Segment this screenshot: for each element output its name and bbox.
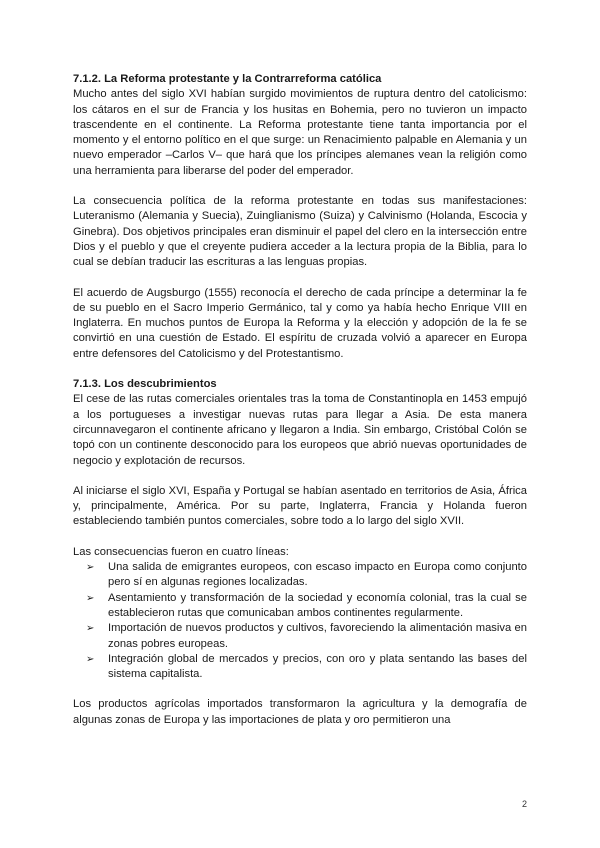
closing-paragraph: Los productos agrícolas importados transformaron la agricultura y la demografía de algunas zonas de Europa y las importaciones de plata y oro permitieron una (73, 698, 527, 726)
consequences-list (73, 560, 527, 682)
list-item: ➢ Importación de nuevos productos y cultivos, favoreciendo la alimentación masiva en zonas pobres europeas. (86, 622, 527, 650)
arrow-bullet-icon: ➢ (86, 562, 95, 574)
list-item: ➢ Una salida de emigrantes europeos, con escaso impacto en Europa como conjunto pero sí en algunas regiones localizadas. (86, 561, 527, 589)
list-item: ➢ Integración global de mercados y precios, con oro y plata sentando las bases del sistema capitalista. (86, 652, 527, 681)
paragraph: El cese de las rutas comerciales orientales tras la toma de Constantinopla en 1453 empujó a los portugueses a investigar nuevas rutas para llegar a Asia. De esta manera circunnavegaron el continente africano y llegaron a India. Sin embargo, Cristóbal Colón se topó con un continente desconocido para los europeos que abrió nuevas oportunidades de negocio y explotación de recursos. (73, 393, 527, 467)
paragraph: Mucho antes del siglo XVI habían surgido movimientos de ruptura dentro del catolicismo: los cátaros en el sur de Francia y los husitas en Bohemia, pero no tuvieron un impacto trascendente en el continente. La Reforma protestante tiene tanta importancia por el momento y el entorno político en el que surge: un Renacimiento palpable en Alemania y un nuevo emperador –Carlos V– que hará que los príncipes alemanes vean la religión como una herramienta para liberarse del poder del emperador. (73, 88, 527, 177)
paragraph: Al iniciarse el siglo XVI, España y Portugal se habían asentado en territorios de Asia, África y, principalmente, América. Por su parte, Inglaterra, Francia y Holanda fueron estableciendo también puntos comerciales, sobre todo a lo largo del siglo XVII. (73, 484, 527, 528)
paragraph: El acuerdo de Augsburgo (1555) reconocía el derecho de cada príncipe a determinar la fe de su pueblo en el Sacro Imperio Germánico, tal y como ya había hecho Enrique VIII en Inglaterra. En muchos puntos de Europa la Reforma y la elección y adopción de la fe se convirtió en una cuestión de Estado. El espíritu de cruzada volvió a aparecer en Europa entre defensores del Catolicismo y del Protestantismo. (73, 286, 527, 360)
list-item: ➢ Asentamiento y transformación de la sociedad y economía colonial, tras la cual se establecieron rutas que comunicaban ambos continentes regularmente. (86, 591, 527, 619)
paragraph: La consecuencia política de la reforma protestante en todas sus manifestaciones: Luteranismo (Alemania y Suecia), Zuinglianismo (Suiza) y Calvinismo (Holanda, Escocia y Ginebra). Dos objetivos principales eran disminuir el papel del clero en la intersección entre Dios y el pueblo y que el creyente pudiera acceder a la lectura propia de la Biblia, para lo cual se debían traducir las escrituras a las lenguas propias. (73, 195, 527, 269)
section-heading-reforma: 7.1.2. La Reforma protestante y la Contrarreforma católica (73, 73, 382, 85)
list-intro: Las consecuencias fueron en cuatro líneas: (73, 545, 289, 558)
arrow-bullet-icon: ➢ (86, 653, 95, 665)
page-number: 2 (521, 799, 527, 809)
document-page (73, 72, 527, 728)
arrow-bullet-icon: ➢ (86, 623, 95, 635)
section-heading-descubrimientos: 7.1.3. Los descubrimientos (73, 378, 217, 391)
arrow-bullet-icon: ➢ (86, 592, 95, 604)
